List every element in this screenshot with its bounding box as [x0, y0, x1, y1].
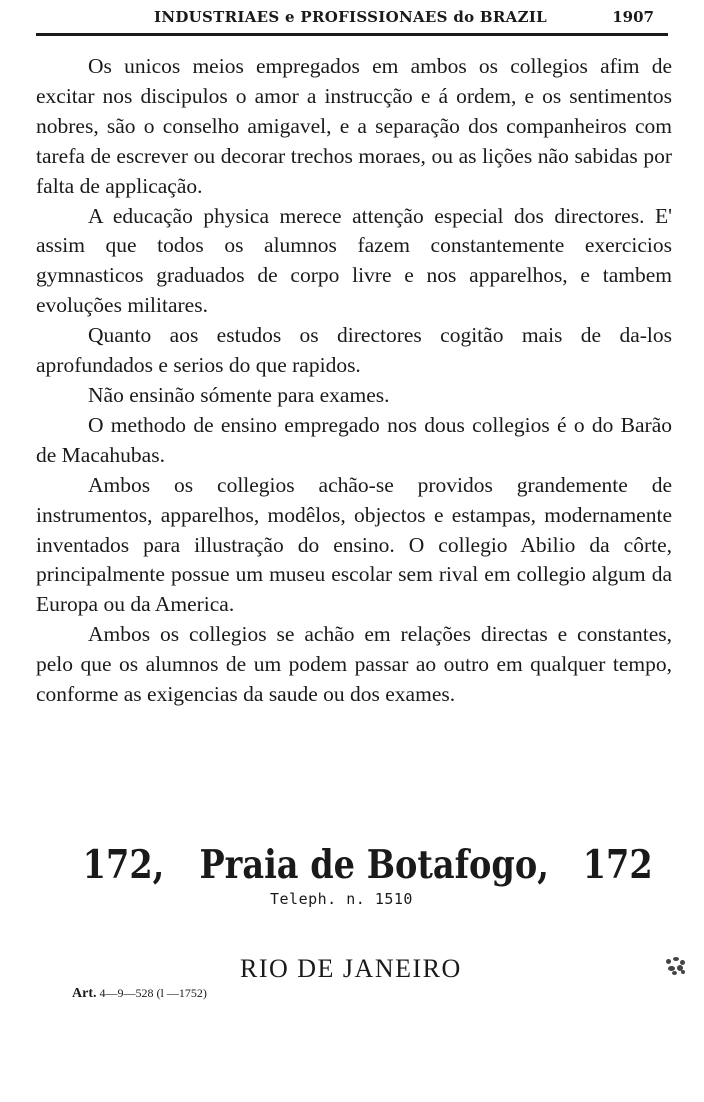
print-reference-code: 4—9—528 (l —1752): [99, 986, 207, 1000]
paragraph-exams: Não ensinão sómente para exames.: [88, 382, 390, 407]
paragraph-relations: Ambos os collegios se achão em relações directas e constantes, pelo que os alumnos de um podem passar ao outro em qualquer tempo, conforme as exigencias da saude ou dos exames.: [36, 622, 672, 707]
print-reference: [72, 986, 207, 1002]
paragraph-method: O methodo de ensino empregado nos dous collegios é o do Barão de Macahubas.: [36, 412, 672, 467]
page-number: 1907: [612, 8, 654, 26]
address-line: [76, 840, 654, 890]
address-number-right: 172: [583, 842, 654, 888]
body-text: [36, 52, 672, 710]
print-reference-prefix: Art.: [72, 986, 97, 1001]
address-number-left: 172,: [82, 842, 165, 888]
paragraph-physical-education: A educação physica merece attenção especial dos directores. E' assim que todos os alumnos fazem constantemente exercicios gymnasticos graduados de corpo livre e nos apparelhos, e tambem evoluções militares.: [36, 203, 672, 318]
paragraph-instruments: Ambos os collegios achão-se providos grandemente de instrumentos, apparelhos, modêlos, objectos e estampas, modernamente inventados para illustração do ensino. O collegio Abilio da côrte, principalmente possue um museu escolar sem rival em collegio algum da Europa ou da America.: [36, 472, 672, 617]
paragraph-discipline: Os unicos meios empregados em ambos os collegios afim de excitar nos discipulos o amor a instrucção e á ordem, e os sentimentos nobres, são o conselho amigavel, e a separação dos companheiros com tarefa de escrever ou decorar trechos moraes, ou as lições não sabidas por falta de applicação.: [36, 54, 672, 198]
running-header: [36, 8, 668, 30]
paragraph-studies: Quanto aos estudos os directores cogitão mais de da-los aprofundados e serios do que rapidos.: [36, 323, 672, 378]
header-title: INDUSTRIAES e PROFISSIONAES do BRAZIL: [154, 8, 548, 26]
city-name: RIO DE JANEIRO: [240, 954, 462, 983]
telephone-line: Teleph. n. 1510: [270, 890, 413, 908]
header-rule: [36, 33, 668, 36]
printer-ornament-icon: [664, 956, 688, 976]
address-street: Praia de Botafogo,: [199, 842, 549, 888]
